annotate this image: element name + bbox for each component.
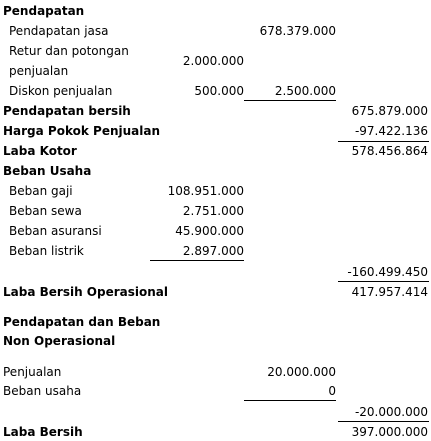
laba-bersih-value: 397.000.000 xyxy=(351,425,428,439)
beban-usaha-header: Beban Usaha xyxy=(3,164,92,178)
beban-usaha-non-value: 0 xyxy=(328,384,336,398)
penjualan-label: Penjualan xyxy=(3,365,62,379)
total-beban-underline xyxy=(338,281,429,282)
retur-label-line2: penjualan xyxy=(9,64,69,78)
diskon-label: Diskon penjualan xyxy=(9,84,113,98)
pendapatan-header: Pendapatan xyxy=(3,4,85,18)
pendapatan-jasa-label: Pendapatan jasa xyxy=(9,24,109,38)
pendapatan-bersih-value: 675.879.000 xyxy=(351,104,428,118)
hpp-value: -97.422.136 xyxy=(354,124,428,138)
total-non-op-underline xyxy=(338,421,429,422)
beban-usaha-non-label: Beban usaha xyxy=(3,384,82,398)
subtotal-underline xyxy=(244,100,336,101)
total-non-op-value: -20.000.000 xyxy=(354,405,428,419)
pendapatan-jasa-value: 678.379.000 xyxy=(259,24,336,38)
beban-listrik-value: 2.897.000 xyxy=(182,244,244,258)
beban-gaji-value: 108.951.000 xyxy=(167,184,244,198)
laba-kotor-value: 578.456.864 xyxy=(351,144,428,158)
hpp-label: Harga Pokok Penjualan xyxy=(3,124,161,138)
diskon-subtotal: 2.500.000 xyxy=(274,84,336,98)
retur-value: 2.000.000 xyxy=(182,54,244,68)
laba-operasional-value: 417.957.414 xyxy=(351,285,428,299)
pendapatan-bersih-label: Pendapatan bersih xyxy=(3,104,131,118)
total-beban-value: -160.499.450 xyxy=(347,265,428,279)
penjualan-value: 20.000.000 xyxy=(267,365,336,379)
diskon-value: 500.000 xyxy=(194,84,244,98)
non-op-underline xyxy=(244,400,336,401)
beban-asuransi-label: Beban asuransi xyxy=(9,224,102,238)
laba-bersih-label: Laba Bersih xyxy=(3,425,83,439)
laba-kotor-label: Laba Kotor xyxy=(3,144,77,158)
non-op-header-line2: Non Operasional xyxy=(3,334,116,348)
beban-gaji-label: Beban gaji xyxy=(9,184,73,198)
beban-underline xyxy=(150,260,244,261)
beban-listrik-label: Beban listrik xyxy=(9,244,84,258)
hpp-underline xyxy=(338,141,429,142)
retur-label-line1: Retur dan potongan xyxy=(9,44,129,58)
beban-asuransi-value: 45.900.000 xyxy=(175,224,244,238)
beban-sewa-label: Beban sewa xyxy=(9,204,82,218)
non-op-header-line1: Pendapatan dan Beban xyxy=(3,315,161,329)
laba-operasional-label: Laba Bersih Operasional xyxy=(3,285,168,299)
beban-sewa-value: 2.751.000 xyxy=(182,204,244,218)
